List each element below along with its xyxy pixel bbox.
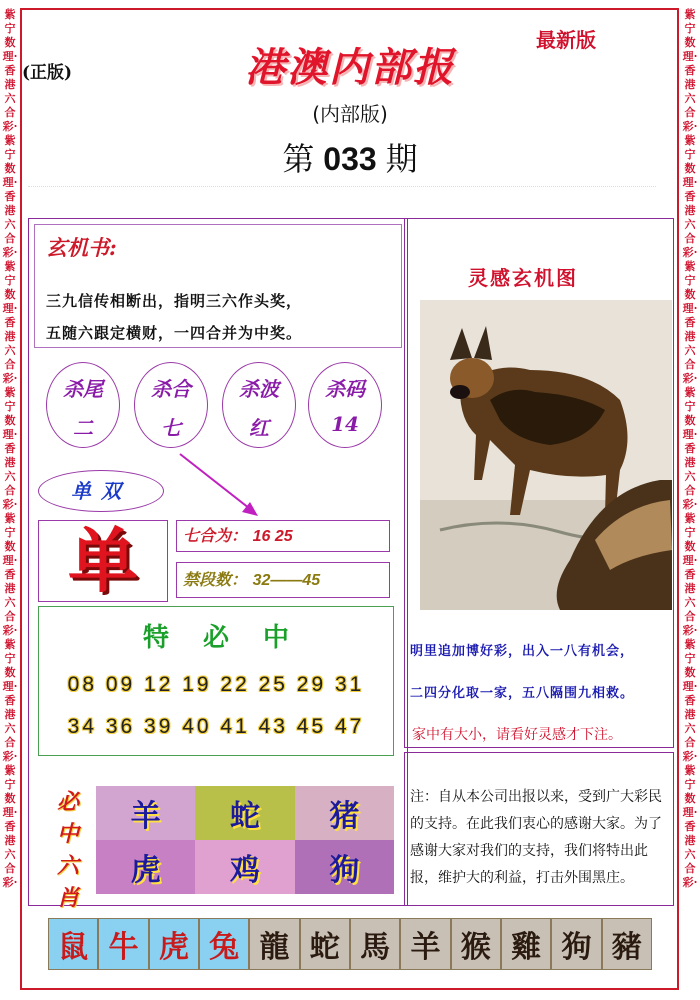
issue-prefix: 第 <box>282 141 315 177</box>
special-numbers-row-1: 08 09 12 19 22 25 29 31 <box>67 673 365 696</box>
forbidden-range-box <box>176 562 390 598</box>
zodiac-ox: 牛 <box>98 918 148 970</box>
pick-value: 七 <box>161 416 181 440</box>
forbidden-range-value: 32——45 <box>252 572 321 589</box>
right-side-border-text: 紫宁数理·香港六合彩·紫宁数理·香港六合彩·紫宁数理·香港六合彩·紫宁数理·香港六合彩·紫宁数理·香港六合彩·紫宁数理·香港六合彩·紫宁数理·香港六合彩· <box>682 8 698 889</box>
zodiac-rooster: 雞 <box>501 918 551 970</box>
seven-combo-box <box>176 520 390 552</box>
newspaper-title: 港澳内部报 <box>245 44 455 91</box>
inspiration-note: 家中有大小，请看好灵感才下注。 <box>412 727 622 743</box>
forbidden-range-label: 禁段数： <box>183 570 248 589</box>
arrow-icon <box>170 450 270 530</box>
pick-oval-tail <box>46 362 120 448</box>
xuanji-line-2: 五随六跟定横财，一四合并为中奖。 <box>46 324 303 342</box>
zodiac-tile: 羊 <box>96 786 195 840</box>
single-character-box: 单 <box>38 520 168 602</box>
zodiac-bar <box>48 918 652 970</box>
special-numbers-row-2: 34 36 39 40 41 43 45 47 <box>67 715 365 738</box>
genuine-edition-label: (正版) <box>22 63 73 83</box>
pick-title: 杀码 <box>325 377 365 401</box>
inspiration-verse-2: 二四分化取一家，五八隔围九相救。 <box>410 686 635 701</box>
latest-edition-label: 最新版 <box>536 28 596 52</box>
left-side-border-text: 紫宁数理·香港六合彩·紫宁数理·香港六合彩·紫宁数理·香港六合彩·紫宁数理·香港六合彩·紫宁数理·香港六合彩·紫宁数理·香港六合彩·紫宁数理·香港六合彩· <box>2 8 18 889</box>
newspaper-subtitle: (内部版) <box>312 102 388 126</box>
zodiac-tile: 虎 <box>96 840 195 894</box>
special-picks-box <box>38 606 394 756</box>
special-picks-title: 特必中 <box>142 623 323 653</box>
zodiac-snake: 蛇 <box>300 918 350 970</box>
pick-value: 二 <box>73 416 93 440</box>
inspiration-title: 灵感玄机图 <box>468 266 578 290</box>
zodiac-pig: 豬 <box>602 918 652 970</box>
pick-title: 杀波 <box>239 377 279 401</box>
six-zodiac-char: 中 <box>56 821 79 847</box>
header-divider <box>28 186 656 187</box>
zodiac-tiger: 虎 <box>149 918 199 970</box>
pick-oval-combo <box>134 362 208 448</box>
zodiac-rat: 鼠 <box>48 918 98 970</box>
zodiac-horse: 馬 <box>350 918 400 970</box>
zodiac-goat: 羊 <box>400 918 450 970</box>
six-zodiac-char: 必 <box>56 789 79 815</box>
zodiac-monkey: 猴 <box>451 918 501 970</box>
zodiac-rabbit: 兔 <box>199 918 249 970</box>
issue-number <box>0 134 700 180</box>
six-zodiac-char: 六 <box>56 853 79 879</box>
xuanji-line-1: 三九信传相断出，指明三六作头奖， <box>46 292 303 310</box>
zodiac-tile: 蛇 <box>195 786 294 840</box>
notice-text: 注：自从本公司出报以来，受到广大彩民的支持。在此我们衷心的感谢大家。为了感谢大家对我们的支持，我们将特出此报，维护大的利益，打击外围黑庄。 <box>410 789 662 886</box>
xuanji-label: 玄机书: <box>46 235 117 260</box>
zodiac-dog: 狗 <box>551 918 601 970</box>
six-zodiac-char: 肖 <box>56 885 79 911</box>
zodiac-dragon: 龍 <box>249 918 299 970</box>
pick-value: 14 <box>331 412 359 436</box>
seven-combo-label: 七合为： <box>183 526 248 545</box>
issue-suffix: 期 <box>385 141 418 177</box>
issue-value: 033 <box>323 141 377 177</box>
zodiac-tile: 猪 <box>295 786 394 840</box>
six-zodiac-grid <box>96 786 394 894</box>
pick-value: 红 <box>249 416 269 440</box>
dog-painting-image <box>420 300 672 610</box>
pick-oval-wave <box>222 362 296 448</box>
pick-title: 杀合 <box>151 377 191 401</box>
pick-oval-number <box>308 362 382 448</box>
inspiration-verse-1: 明里追加博好彩，出入一八有机会， <box>410 644 635 659</box>
odd-even-oval: 单双 <box>38 470 164 512</box>
zodiac-tile: 鸡 <box>195 840 294 894</box>
pick-title: 杀尾 <box>63 377 103 401</box>
seven-combo-value: 16 25 <box>252 528 293 545</box>
zodiac-tile: 狗 <box>295 840 394 894</box>
six-zodiac-label <box>48 786 88 914</box>
